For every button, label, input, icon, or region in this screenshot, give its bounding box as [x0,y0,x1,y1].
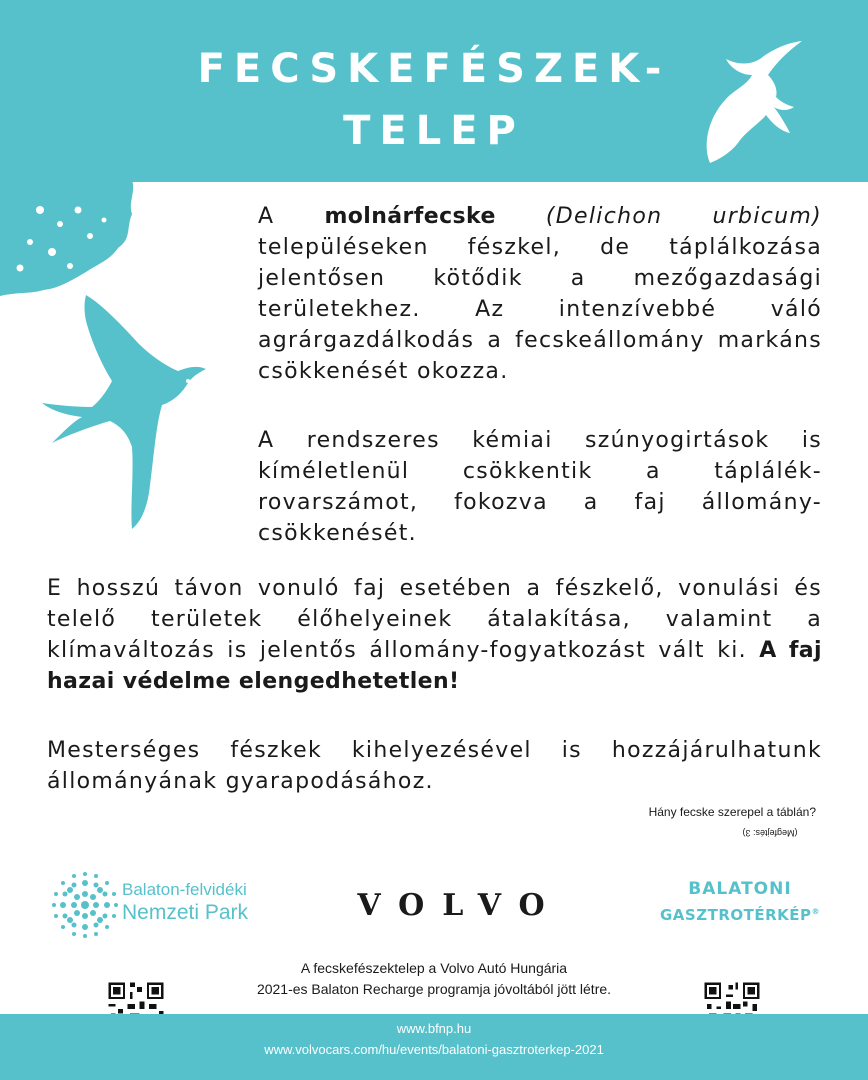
paragraph-intro [258,201,822,387]
bfnp-logo-icon [50,870,120,940]
title-line-2: TELEP [343,108,525,154]
volvo-logo: VOLVO [357,888,563,923]
link-bfnp[interactable]: www.bfnp.hu [396,1021,472,1036]
text-fragment: E hosszú távon vonuló faj esetében a fészkelő, vonulási és telelő területek élőhelyeinek átalakítása, valamint a klímaváltozás is jelentős állomány-fogyatkozást vált ki. [47,576,822,663]
paragraph-nests: Mesterséges fészkek kihelyezésével is hozzájárulhatunk állományának gyarapodásához. [47,738,822,794]
link-volvocars[interactable]: www.volvocars.com/hu/events/balatoni-gasztroterkep-2021 [264,1042,604,1057]
credit-line-1: A fecskefészektelep a Volvo Autó Hungária [300,960,568,976]
gasztroterkep-logo [655,877,825,926]
bfnp-name-line-1: Balaton-felvidéki [122,880,247,899]
species-latin-name: (Delichon urbicum) [545,204,822,229]
registered-mark: ® [811,907,821,916]
sponsor-credit [200,958,668,1000]
text-fragment: A [258,204,325,229]
swallow-illustration-icon [690,35,810,165]
footer-links [0,1018,868,1060]
quiz-question: Hány fecske szerepel a táblán? [648,805,816,819]
gaszt-name: GASZTROTÉRKÉP [659,906,812,924]
species-name: molnárfecske [324,204,496,229]
paragraph-migration [47,573,822,697]
header-banner [0,0,868,182]
nest-illustration-icon [0,180,140,300]
protection-emphasis: A faj hazai védelme elengedhetetlen! [47,638,822,694]
credit-line-2: 2021-es Balaton Recharge programja jóvoltából jött létre. [256,981,612,997]
bfnp-name-line-2: Nemzeti Park [122,901,249,924]
paragraph-mosquito: A rendszeres kémiai szúnyogirtások is kíméletlenül csökkentik a táplálék-rovarszámot, fokozva a faj állomány-csökkenését. [258,428,822,546]
text-fragment [496,204,546,229]
quiz-answer: (Megfejtés: 3) [742,828,798,838]
gaszt-line-2 [655,901,825,926]
bfnp-logo-text [122,880,248,926]
swallow-flying-icon [38,285,228,530]
text-fragment: településeken fészkel, de táplálkozása jelentősen kötődik a mezőgazdasági területekhez. Az intenzívebbé váló agrárgazdálkodás a fecskeállomány markáns csökkenését okozza. [258,235,822,384]
gaszt-line-1: BALATONI [688,879,792,899]
title-line-1: FECSKEFÉSZEK- [197,46,671,92]
